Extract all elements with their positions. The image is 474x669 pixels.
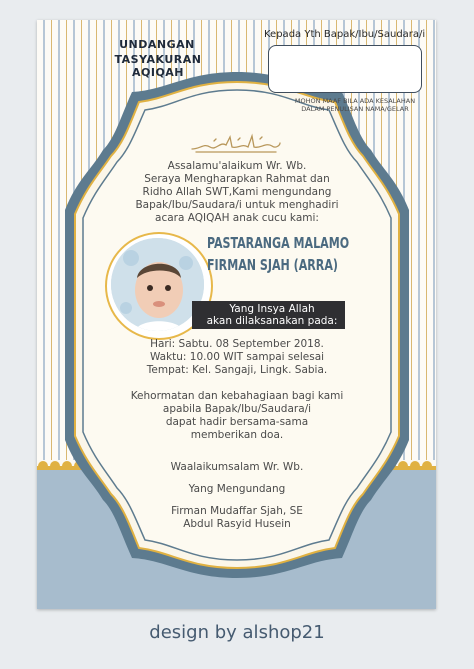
greeting-line2: Seraya Mengharapkan Rahmat dan [144, 173, 330, 185]
event-day: Hari: Sabtu. 08 September 2018. [150, 338, 324, 350]
baby-photo-image [111, 238, 204, 331]
apology-note [275, 97, 435, 113]
child-name-line1: PASTARANGA MALAMO [207, 234, 350, 252]
apology-note-line1: MOHON MAAF BILA ADA KESALAHAN [294, 97, 416, 105]
event-place: Tempat: Kel. Sangaji, Lingk. Sabia. [146, 364, 328, 376]
greeting-line4: Bapak/Ibu/Saudara/i untuk menghadiri [135, 199, 339, 211]
bismillah-calligraphy-icon [190, 133, 282, 155]
ribbon-line1: Yang Insya Allah [229, 303, 315, 315]
child-nickname: (ARRA) [293, 256, 338, 274]
closing-salam: Waalaikumsalam Wr. Wb. [170, 461, 304, 473]
closing-line2: apabila Bapak/Ibu/Saudara/i [162, 403, 312, 415]
apology-note-line2: DALAM PENULISAN NAMA/GELAR [301, 105, 409, 113]
child-name-line2 [207, 256, 338, 274]
ribbon-line2: akan dilaksanakan pada: [206, 315, 338, 327]
announcement-ribbon-text [202, 303, 342, 327]
recipient-label: Kepada Yth Bapak/Ibu/Saudara/i [264, 29, 426, 40]
greeting-line5: acara AQIQAH anak cucu kami: [155, 212, 319, 224]
event-time: Waktu: 10.00 WIT sampai selesai [149, 351, 325, 363]
recipient-name-box [268, 45, 422, 93]
greeting-line1: Assalamu'alaikum Wr. Wb. [167, 160, 307, 172]
event-details [107, 338, 367, 377]
greeting-block [107, 160, 367, 225]
baby-photo [111, 238, 204, 331]
closing-line1: Kehormatan dan kebahagiaan bagi kami [130, 390, 344, 402]
designer-credit: design by alshop21 [149, 622, 325, 643]
closing-block [107, 390, 367, 442]
child-name-line2-text: FIRMAN SJAH [207, 256, 290, 274]
inviter-label: Yang Mengundang [188, 483, 286, 495]
closing-line4: memberikan doa. [190, 429, 284, 441]
inviter-names [107, 505, 367, 531]
invitation-card [37, 20, 436, 609]
greeting-line3: Ridho Allah SWT,Kami mengundang [142, 186, 332, 198]
inviter-name-1: Firman Mudaffar Sjah, SE [171, 505, 303, 517]
invitation-title-line1: UNDANGAN [119, 38, 195, 51]
closing-line3: dapat hadir bersama-sama [165, 416, 309, 428]
invitation-title-line2: TASYAKURAN AQIQAH [114, 53, 202, 79]
inviter-name-2: Abdul Rasyid Husein [183, 518, 291, 530]
